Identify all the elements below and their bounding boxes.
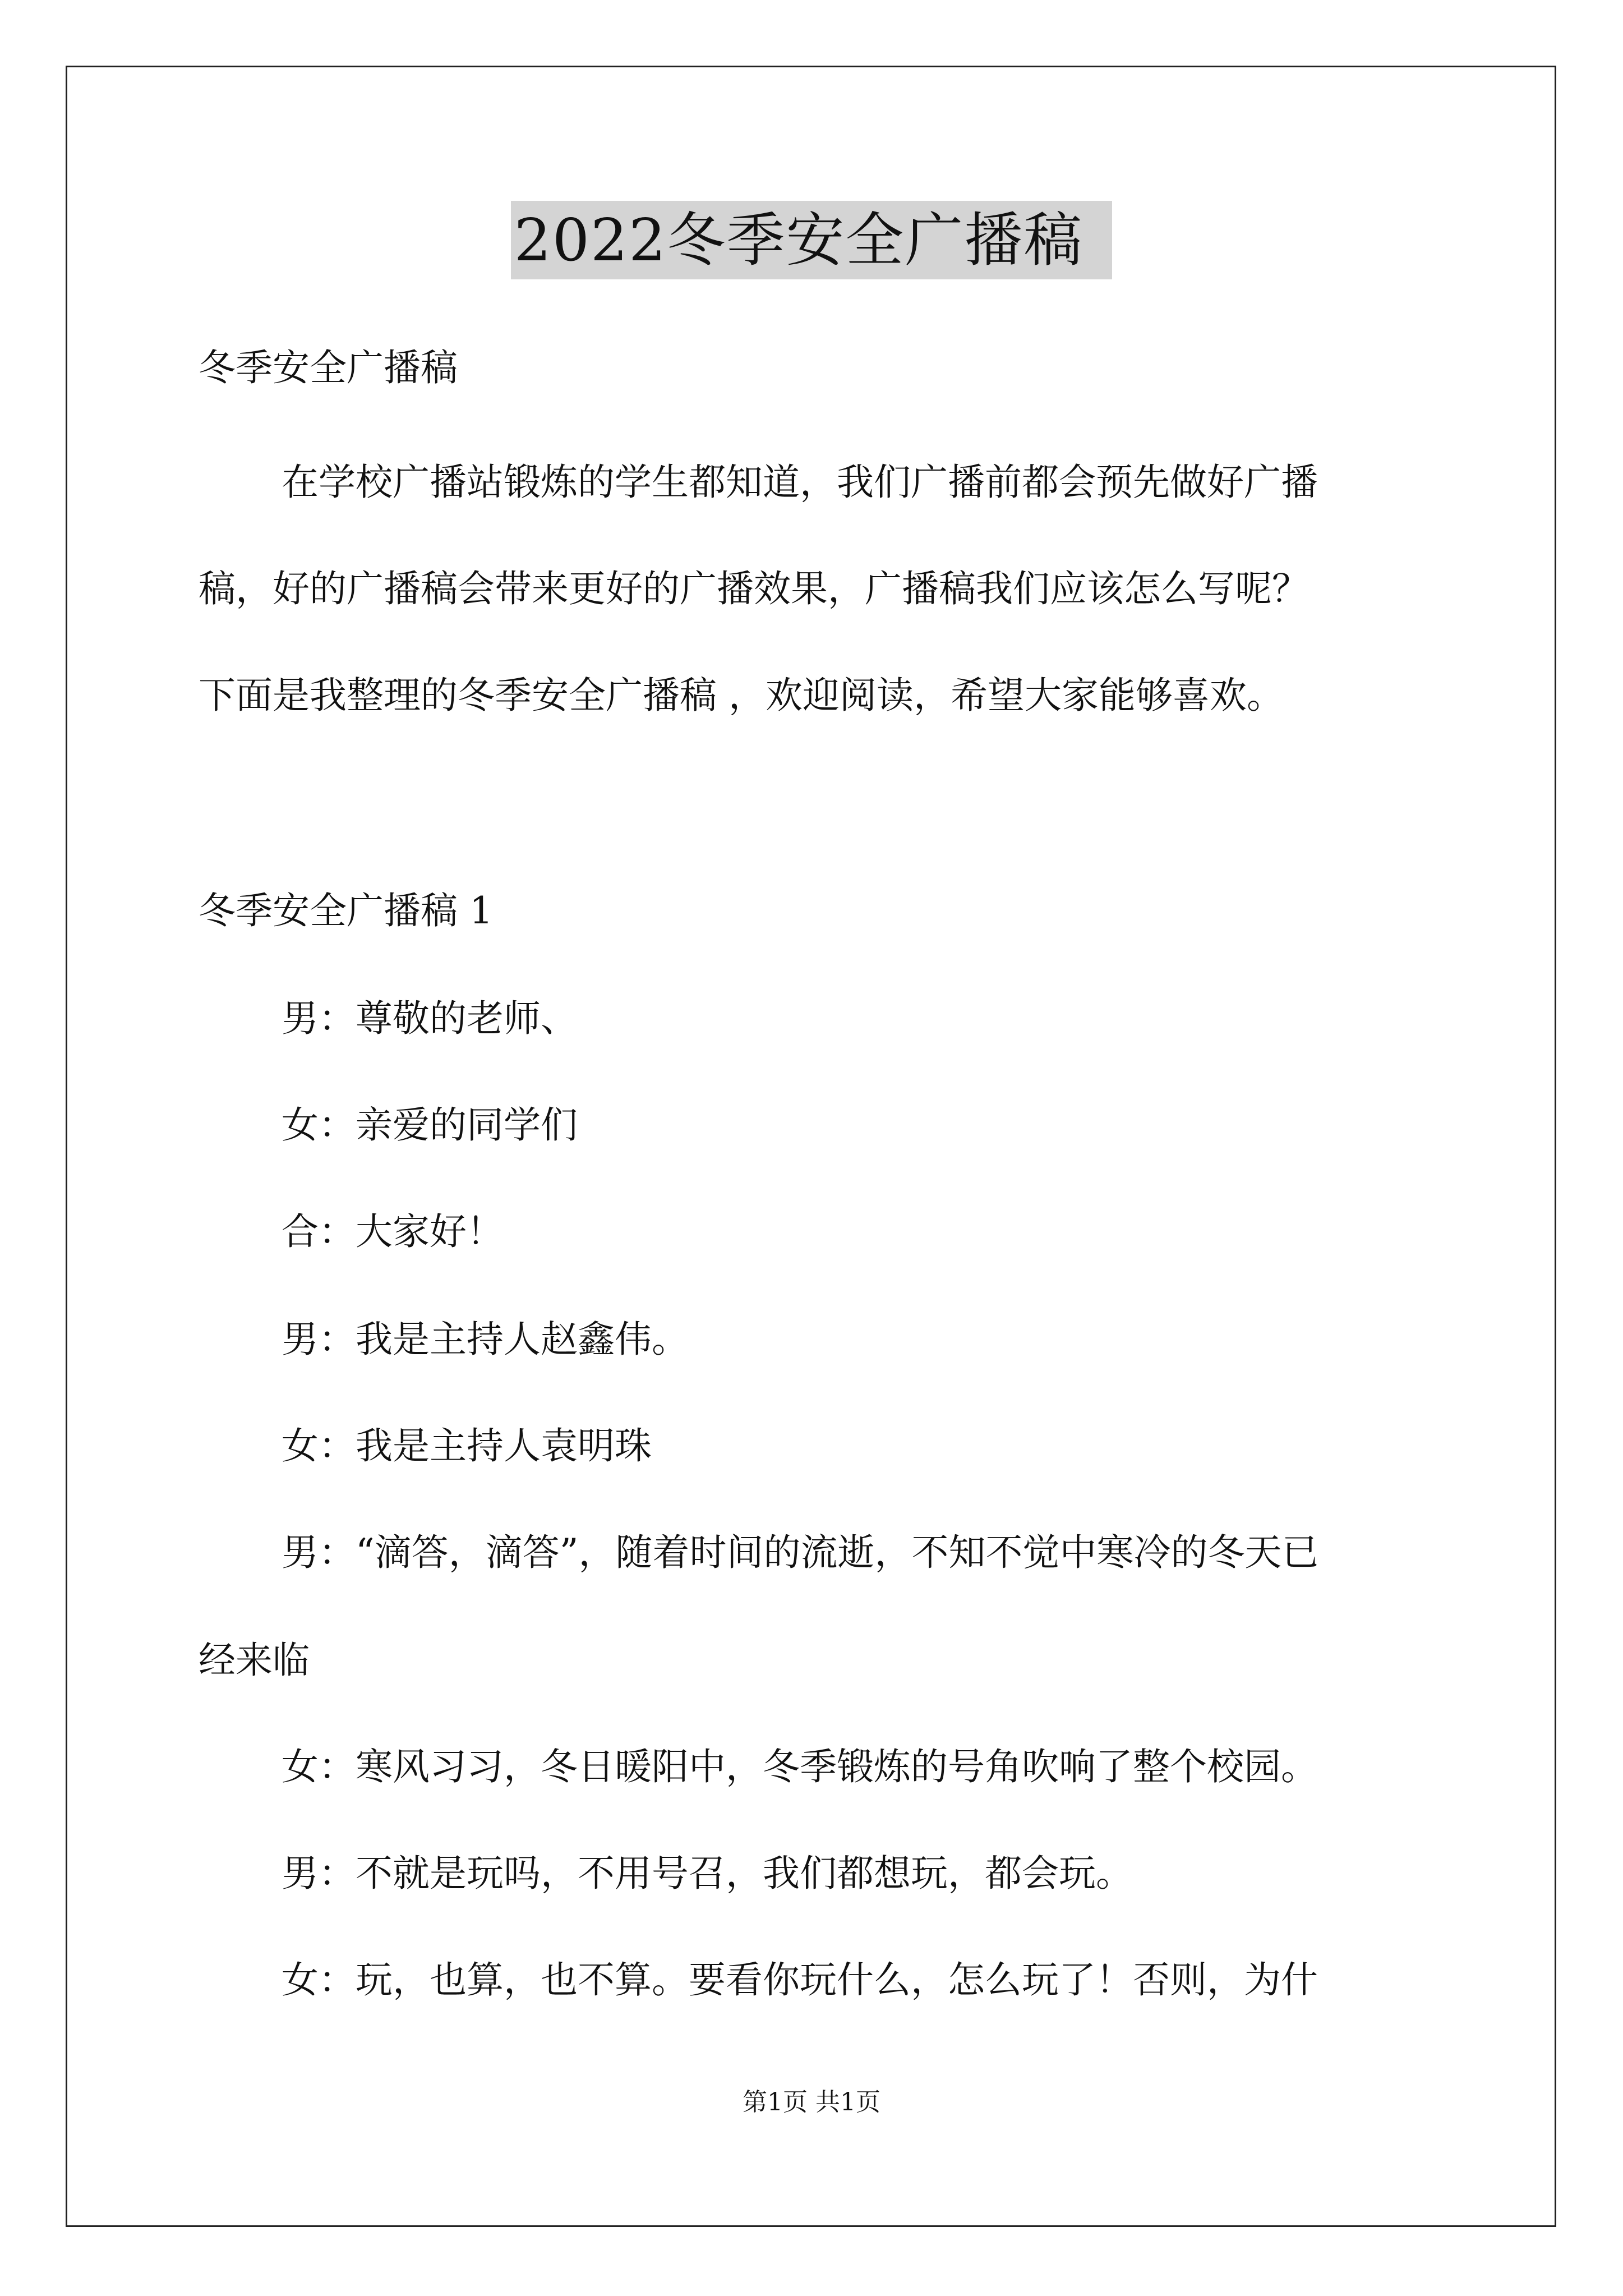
paragraph-line: 稿，好的广播稿会带来更好的广播效果，广播稿我们应该怎么写呢？: [199, 567, 1309, 610]
dialogue-line: 女：亲爱的同学们: [282, 1103, 578, 1147]
dialogue-line: 经来临: [199, 1639, 310, 1682]
dialogue-line: 男：不就是玩吗，不用号召，我们都想玩，都会玩。: [282, 1852, 1133, 1895]
dialogue-line: 女：我是主持人袁明珠: [282, 1424, 652, 1467]
paragraph-line: 在学校广播站锻炼的学生都知道，我们广播前都会预先做好广播: [282, 461, 1318, 504]
dialogue-line: 男：“滴答，滴答”，随着时间的流逝，不知不觉中寒冷的冬天已: [282, 1531, 1319, 1574]
section-heading: 冬季安全广播稿: [199, 346, 458, 389]
dialogue-line: 合：大家好！: [282, 1210, 504, 1253]
document-title-wrapper: [0, 201, 1623, 297]
section-heading: 冬季安全广播稿 1: [199, 889, 493, 932]
dialogue-line: 女：玩，也算，也不算。要看你玩什么，怎么玩了！否则，为什: [282, 1958, 1318, 2001]
dialogue-line: 男：尊敬的老师、: [282, 997, 578, 1040]
paragraph-line: 下面是我整理的冬季安全广播稿 ，欢迎阅读，希望大家能够喜欢。: [199, 674, 1284, 717]
document-title: 2022冬季安全广播稿: [511, 201, 1113, 279]
page-footer: 第1页 共1页: [743, 2088, 880, 2116]
dialogue-line: 女：寒风习习，冬日暖阳中，冬季锻炼的号角吹响了整个校园。: [282, 1745, 1318, 1788]
dialogue-line: 男：我是主持人赵鑫伟。: [282, 1318, 689, 1361]
